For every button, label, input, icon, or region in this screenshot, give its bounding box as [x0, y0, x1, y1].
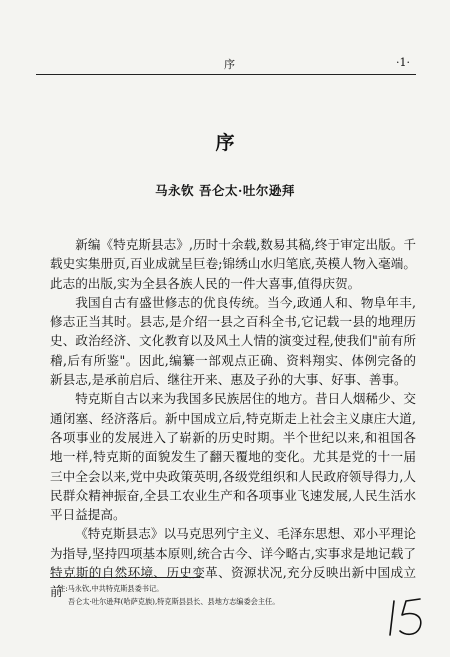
paragraph: 《特克斯县志》以马克思列宁主义、毛泽东思想、邓小平理论为指导,坚持四项基本原则,统合古今、详今略古,实事求是地记载了特克斯的自然环境、历史变革、资源状况,充分反映出新中国成立前: [50, 526, 416, 600]
body-text: [50, 235, 416, 602]
handwritten-page-mark: [380, 595, 440, 640]
page-title: 序: [215, 132, 235, 154]
paragraph: 特克斯自古以来为我国多民族居住的地方。昔日人烟稀少、交通闭塞、经济落后。新中国成立后,特克斯走上社会主义康庄大道,各项事业的发展进入了崭新的历史时期。半个世纪以来,和祖国各地一样,特克斯的面貌发生了翻天覆地的变化。尤其是党的十一届三中全会以来,党中央政策英明,各级党组织和人民政府领导得力,人民群众精神振奋,全县工农业生产和各项事业飞速发展,人民生活水平日益提高。: [50, 391, 416, 523]
running-header: [36, 56, 410, 72]
footnote: 注:马永钦,中共特克斯县委书记。: [58, 584, 164, 593]
page-number: ·1·: [396, 56, 410, 69]
authors-line: 马永钦 吾仑太·吐尔逊拜: [155, 183, 295, 198]
paragraph: 我国自古有盛世修志的优良传统。当今,政通人和、物阜年丰,修志正当其时。县志,是介绍一县之百科全书,它记载一县的地理历史、政治经济、文化教育以及风土人情的演变过程,使我们"前有所稽,后有所鉴"。因此,编纂一部观点正确、资料翔实、体例完备的新县志,是承前启后、继往开来、惠及子孙的大事、好事、善事。: [50, 294, 416, 388]
footnote-rule: [50, 577, 200, 578]
paragraph: 新编《特克斯县志》,历时十余载,数易其稿,终于审定出版。千载史实集册页,百业成就呈巨卷;锦绣山水归笔底,英模人物入毫端。此志的出版,实为全县各族人民的一件大喜事,值得庆贺。: [50, 237, 416, 291]
footnote: 吾仑太·吐尔逊拜(哈萨克族),特克斯县县长、县地方志编委会主任。: [68, 597, 280, 606]
running-title: 序: [224, 58, 235, 71]
header-rule: [36, 74, 416, 75]
